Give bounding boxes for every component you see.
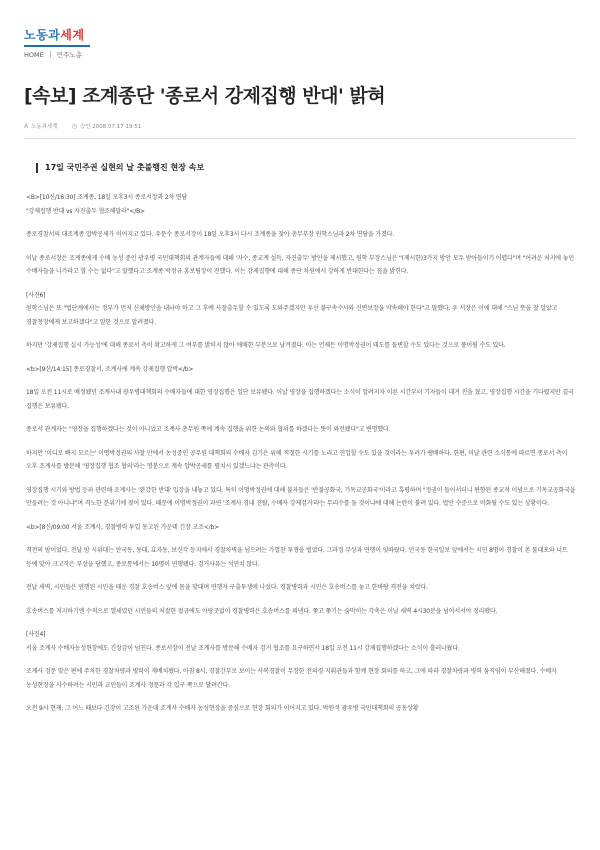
publish-date: 승인 2008.07.17 19:51	[79, 124, 142, 130]
photo-marker: [사진4]	[26, 631, 46, 638]
paragraph: 서울 조계사 수배자농성현장에도 긴장감이 넘친다. 종로서장이 전날 조계사를 방문해 수배자 검거 협조를 요구하면서 18일 오전 11시 강제집행하겠다는 소식이 흘러나왔다.	[26, 644, 460, 652]
article-subhead: 17일 국민주권 실현의 날 촛불행진 현장 속보	[36, 163, 576, 173]
paragraph: "강제집행 반대 vs 자진출두 협조해달라"</B>	[26, 207, 145, 215]
paragraph: 하지만 '이디로 빠지 모르는' 이명박정권의 사찰 안에서 농성중인 공무원 대책회의 수배자 김기은 위해 적절한 시기를 노리고 진입할 수도 있을 것이라는 우려가 팽배하다. 한편, 이날 관련 소식통에 따르면 종로서 측이 오후 조계사를 방문해 '영장집행 협조 협의'라는 명분으로 계속 압박공세를 펼치시 있겠느냐는 관측이다.	[26, 449, 568, 470]
meta-divider	[24, 138, 576, 139]
masthead	[24, 0, 576, 46]
breadcrumb	[24, 50, 576, 59]
paragraph: 종로서 관계자는 "영장을 집행하겠다는 것이 아니었고 조계사 총무원 쪽에 계속 집행을 위한 논의와 협의를 하겠다는 뜻이 와전됐다"고 변명했다.	[26, 426, 391, 433]
article-meta	[24, 122, 576, 130]
logo-text: 노동과	[24, 28, 61, 42]
breadcrumb-section[interactable]: 민주노총	[56, 51, 82, 59]
breadcrumb-home[interactable]: HOME	[24, 50, 44, 59]
site-logo[interactable]	[24, 26, 576, 43]
author-info	[24, 122, 58, 130]
paragraph: 전날 새벽, 시민들은 연행된 시민을 태운 경찰 호송버스 앞에 몸을 맞대며 연행자 구출투쟁에 나섰다. 경찰병력과 시민은 호송버스를 놓고 한바탕 격전을 치렀다.	[26, 584, 428, 591]
photo-marker: [사진6]	[26, 291, 46, 299]
paragraph: <B>[10신/16:30] 조계종, 18일 오후3시 종로서장과 2차 면담	[26, 194, 188, 201]
logo-accent-text: 세계	[60, 28, 85, 42]
paragraph: <b>[8신/09:00 서울 조계사, 경찰병력 투입 동고된 가운데 긴장 고조</b>	[26, 523, 219, 531]
article-headline: [속보] 조계종단 '종로서 강제집행 반대' 밝혀	[24, 85, 386, 107]
paragraph: 호송버스를 저지하기엔 수적으로 열세였던 시민들의 처절한 절규에도 아랑곳없이 경찰병력은 호송버스를 뢰낸다. 쫓고 쫓기는 숨막히는 각축은 이날 새벽 4시30분을 넘어서서야 정리됐다.	[26, 607, 498, 615]
paragraph: 원학스님은 또 "법단계에서는 정부가 먼저 신체방안을 내놔야 하고 그 후에 사찰출두할 수 있도록 도와주겠지만 우선 불구속수사와 신변보장을 약속해야 한다"고 말했다. 우 서장은 이에 대해 "스님 뜻을 잘 알았고 경찰청장에게 보고하겠다"고 말한 것으로 알려졌다.	[26, 305, 558, 326]
author-name: 노동과세계	[31, 124, 58, 130]
paragraph: 18일 오전 11시로 예정됐던 조계사내 광우병대책회의 수배자들에 대한 영장집행은 일단 보류됐다. 이날 영장을 집행하겠다는 소식이 알려지자 이른 시간부터 기자들이 대거 진을 쳤고, 영장집행 시간을 기다렸지만 결국 집행은 보류됐다.	[26, 389, 574, 410]
article-body	[26, 191, 576, 716]
clock-icon: ◷	[71, 123, 77, 130]
paragraph: 하지만 '강제집행 실시 가능성'에 대해 종로서 측이 확고하게 그 여부를 밝히지 않아 애매한 부분으로 남겨졌다. 이는 언제든 이명박정권이 태도를 돌변할 수도 있다는 것으로 풀이될 수도 있다.	[26, 342, 506, 349]
author-icon: A	[24, 123, 29, 130]
paragraph: 조계사 정문 맞은 편에 주차한 경찰차량과 병력이 재배치됐다. 아침 8시, 경찰간부로 보이는 사복경찰이 무장한 전의경 지휘관들과 함께 현장 회의를 하고, 그에 따라 경찰차량과 병력 움직임이 부산해졌다. 수배자 농성현장을 사수하려는 시민과 교인들이 조계사 정문과 각 입구 쪽으로 달려간다.	[26, 668, 557, 689]
logo-underline	[24, 45, 90, 47]
breadcrumb-separator	[50, 51, 51, 58]
date-info	[72, 122, 142, 130]
paragraph: 영장집행 시기와 방법 등과 관련해 조계사는 '완강한 반대' 입장을 내놓고 있다. 특히 이명박정권에 대해 불자들은 '반불공화국, 기독교공화국'이라고 혹평하며 "정권이 들어서더니 편향된 종교적 이념으로 기독교공화국을 만들려는 것 아니냐"며 격노한 분위기에 젖어 있다. 때문에 이명박정권이 과연 '조계사 경내 진탈, 수배자 강제검거'라는 무리수를 둘 것이냐에 대해 논란이 불려 있다. 법안 수준으로 비화될 수도 있는 상황이다.	[26, 486, 576, 507]
paragraph: 오전 9시 현재, 그 어느 때보다 긴장이 고조된 가운데 조계사 수배자 농성현장을 중심으로 현장 회의가 이어지고 있다. 박원석 광우병 국민대책회의 공동상황	[26, 705, 419, 712]
paragraph: 이날 종로서장은 조계종에게 수배 농성 중인 광우병 국민대책회의 관계자들에 대해 '자수, 종교계 설득, 자진출두' 방안을 제시했고, 원학 부장스님은 "(제시한)3가지 방안 모두 받아들이기 어렵다"며 "어려운 처지에 놓인 수배자들을 나가라고 할 수는 없다"고 말했다고 조계종 박정규 홍보팀장이 전했다. 이는 강제집행에 대해 종단 차원에서 강하게 반대한다는 점을 밝힌다.	[26, 254, 574, 275]
paragraph: <b>[9신/14:15] 종로경찰서, 조계사에 계속 강제집행 압박</b>	[26, 365, 194, 373]
paragraph: 격전의 밤이었다. 전날 밤 시위대는 안국동, 동대, 효자동, 보신각 등지에서 경찰차벽을 넘으려는 가열찬 투쟁을 벌였다. 그과정 부상과 연행이 잇따랐다. 안국동 한국일보 앞에서는 시민 8명이 경찰이 쏜 물대포와 너트 등에 맞아 크고작은 부상을 당했고, 종로통에서는 10명이 연행됐다. 검거사유는 석연치 않다.	[26, 547, 568, 568]
paragraph: 종로경찰서의 대조계종 압박공세가 이어지고 있다. 우문수 종로서장이 18일 오후3시 다시 조계종을 찾아 총무부장 원학스님과 2차 면담을 가졌다.	[26, 231, 395, 238]
